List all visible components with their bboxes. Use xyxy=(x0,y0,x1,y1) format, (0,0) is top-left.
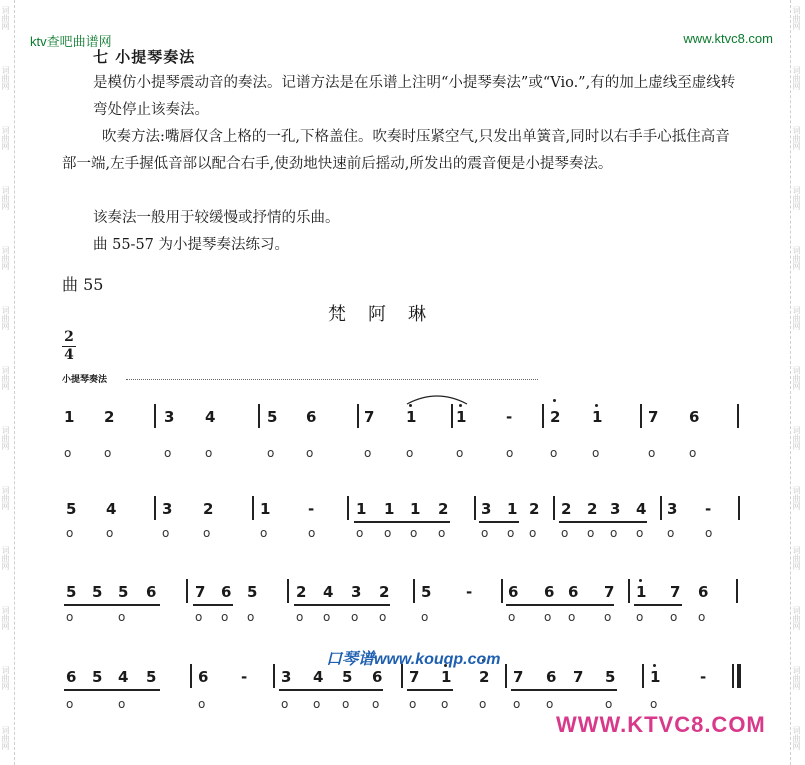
high-octave-dot xyxy=(553,399,556,402)
beam-underline xyxy=(559,521,647,523)
note: 6 xyxy=(689,408,700,426)
note: 7 xyxy=(670,583,681,601)
bar-line xyxy=(186,579,188,603)
note: 2 xyxy=(296,583,307,601)
bar-line xyxy=(501,579,503,603)
note: - xyxy=(241,668,248,686)
note: 6 xyxy=(372,668,383,686)
time-signature xyxy=(62,330,76,363)
note: 4 xyxy=(636,500,647,518)
hole-mark: o xyxy=(409,697,417,711)
note: 7 xyxy=(513,668,524,686)
note: - xyxy=(506,408,513,426)
hole-mark: o xyxy=(561,526,569,540)
hole-mark: o xyxy=(66,526,74,540)
note: - xyxy=(705,500,712,518)
bar-line xyxy=(542,404,544,428)
hole-mark: o xyxy=(650,697,658,711)
note: 1 xyxy=(410,500,421,518)
section-heading: 七 小提琴奏法 xyxy=(93,48,196,66)
bar-line xyxy=(738,496,740,520)
note: 6 xyxy=(66,668,77,686)
note: 1 xyxy=(64,408,75,426)
hole-mark: o xyxy=(481,526,489,540)
hole-mark: o xyxy=(421,610,429,624)
paragraph-text: 曲 55-57 为小提琴奏法练习。 xyxy=(93,237,290,253)
hole-mark: o xyxy=(636,610,644,624)
note: 2 xyxy=(550,408,561,426)
hole-mark: o xyxy=(66,610,74,624)
hole-mark: o xyxy=(529,526,537,540)
hole-mark: o xyxy=(610,526,618,540)
high-octave-dot xyxy=(653,664,656,667)
bar-line xyxy=(660,496,662,520)
beam-underline xyxy=(354,521,450,523)
note: 6 xyxy=(306,408,317,426)
edge-watermark-text: 词曲网 xyxy=(1,606,10,630)
note: 6 xyxy=(146,583,157,601)
hole-mark: o xyxy=(106,526,114,540)
hole-mark: o xyxy=(546,697,554,711)
edge-watermark-text: 词曲网 xyxy=(792,606,801,630)
beam-underline xyxy=(193,604,233,606)
edge-watermark-text: 词曲网 xyxy=(792,126,801,150)
bar-line xyxy=(287,579,289,603)
hole-mark: o xyxy=(342,697,350,711)
site-watermark-right: www.ktvc8.com xyxy=(683,31,773,46)
edge-watermark-text: 词曲网 xyxy=(1,366,10,390)
note: 6 xyxy=(568,583,579,601)
note: 2 xyxy=(587,500,598,518)
note: 7 xyxy=(409,668,420,686)
edge-watermark-text: 词曲网 xyxy=(792,426,801,450)
note: 6 xyxy=(546,668,557,686)
bar-line xyxy=(154,496,156,520)
beam-underline xyxy=(407,689,453,691)
note: 4 xyxy=(313,668,324,686)
hole-mark: o xyxy=(351,610,359,624)
note: 5 xyxy=(421,583,432,601)
hole-mark: o xyxy=(205,446,213,460)
hole-mark: o xyxy=(513,697,521,711)
bar-line xyxy=(474,496,476,520)
note: 6 xyxy=(508,583,519,601)
final-bar-line-thin xyxy=(732,664,734,688)
hole-mark: o xyxy=(195,610,203,624)
note: 2 xyxy=(379,583,390,601)
note: 5 xyxy=(118,583,129,601)
hole-mark: o xyxy=(506,446,514,460)
hole-mark: o xyxy=(267,446,275,460)
bar-line xyxy=(357,404,359,428)
note: 7 xyxy=(648,408,659,426)
hole-mark: o xyxy=(698,610,706,624)
edge-watermark-text: 词曲网 xyxy=(1,666,10,690)
hole-mark: o xyxy=(705,526,713,540)
hole-mark: o xyxy=(689,446,697,460)
edge-watermark-text: 词曲网 xyxy=(1,546,10,570)
note: 1 xyxy=(650,668,661,686)
note: 4 xyxy=(205,408,216,426)
bar-line xyxy=(451,404,453,428)
hole-mark: o xyxy=(587,526,595,540)
note: - xyxy=(700,668,707,686)
beam-underline xyxy=(64,604,160,606)
note: 5 xyxy=(66,583,77,601)
edge-watermark-text: 词曲网 xyxy=(1,6,10,30)
note: 5 xyxy=(342,668,353,686)
time-signature-top: 2 xyxy=(64,329,74,345)
edge-watermark-text: 词曲网 xyxy=(1,66,10,90)
edge-watermark-text: 词曲网 xyxy=(792,66,801,90)
hole-mark: o xyxy=(296,610,304,624)
hole-mark: o xyxy=(323,610,331,624)
paragraph-description xyxy=(93,70,738,124)
hole-mark: o xyxy=(648,446,656,460)
edge-watermark-text: 词曲网 xyxy=(792,546,801,570)
hole-mark: o xyxy=(604,610,612,624)
ktvc8-watermark: WWW.KTVC8.COM xyxy=(556,712,766,737)
hole-mark: o xyxy=(118,697,126,711)
hole-mark: o xyxy=(550,446,558,460)
piece-number: 曲 55 xyxy=(62,275,104,294)
note: 3 xyxy=(610,500,621,518)
hole-mark: o xyxy=(438,526,446,540)
beam-underline xyxy=(506,604,614,606)
tie-arc xyxy=(404,392,470,406)
note: 3 xyxy=(281,668,292,686)
bar-line xyxy=(252,496,254,520)
edge-watermark-text: 词曲网 xyxy=(1,486,10,510)
left-edge-watermark xyxy=(0,0,15,765)
bar-line xyxy=(413,579,415,603)
song-title: 梵阿琳 xyxy=(328,304,448,325)
hole-mark: o xyxy=(203,526,211,540)
hole-mark: o xyxy=(306,446,314,460)
beam-underline xyxy=(634,604,682,606)
note: - xyxy=(466,583,473,601)
note: 5 xyxy=(92,668,103,686)
note: 2 xyxy=(104,408,115,426)
bar-line xyxy=(553,496,555,520)
note: 2 xyxy=(203,500,214,518)
note: 1 xyxy=(592,408,603,426)
hole-mark: o xyxy=(441,697,449,711)
hole-mark: o xyxy=(313,697,321,711)
right-edge-watermark xyxy=(790,0,805,765)
note: 2 xyxy=(561,500,572,518)
beam-underline xyxy=(479,521,519,523)
bar-line xyxy=(258,404,260,428)
hole-mark: o xyxy=(356,526,364,540)
hole-mark: o xyxy=(221,610,229,624)
edge-watermark-text: 词曲网 xyxy=(1,246,10,270)
note: - xyxy=(308,500,315,518)
edge-watermark-text: 词曲网 xyxy=(1,306,10,330)
time-signature-bottom: 4 xyxy=(64,347,74,363)
hole-mark: o xyxy=(379,610,387,624)
note: 7 xyxy=(573,668,584,686)
note: 1 xyxy=(260,500,271,518)
hole-mark: o xyxy=(260,526,268,540)
paragraph-text: 吹奏方法:嘴唇仅含上格的一孔,下格盖住。吹奏时压紧空气,只发出单簧音,同时以右手手心抵住高音部一端,左手握低音部以配合右手,使劲地快速前后摇动,所发出的震音便是小提琴奏法。 xyxy=(62,129,730,172)
note: 1 xyxy=(384,500,395,518)
bar-line xyxy=(628,579,630,603)
note: 2 xyxy=(479,668,490,686)
final-bar-line-thick xyxy=(737,664,741,688)
note: 5 xyxy=(247,583,258,601)
note: 6 xyxy=(221,583,232,601)
hole-mark: o xyxy=(281,697,289,711)
hole-mark: o xyxy=(372,697,380,711)
edge-watermark-text: 词曲网 xyxy=(792,666,801,690)
hole-mark: o xyxy=(568,610,576,624)
note: 5 xyxy=(66,500,77,518)
edge-watermark-text: 词曲网 xyxy=(792,246,801,270)
site-watermark-left: ktv查吧曲谱网 xyxy=(30,34,112,49)
hole-mark: o xyxy=(508,610,516,624)
note: 4 xyxy=(106,500,117,518)
beam-underline xyxy=(279,689,383,691)
note: 1 xyxy=(507,500,518,518)
paragraph-practice xyxy=(93,232,758,259)
hole-mark: o xyxy=(406,446,414,460)
note: 1 xyxy=(441,668,452,686)
note: 3 xyxy=(164,408,175,426)
hole-mark: o xyxy=(198,697,206,711)
edge-watermark-text: 词曲网 xyxy=(1,426,10,450)
bar-line xyxy=(505,664,507,688)
note: 2 xyxy=(529,500,540,518)
hole-mark: o xyxy=(384,526,392,540)
hole-mark: o xyxy=(410,526,418,540)
note: 1 xyxy=(406,408,417,426)
bar-line xyxy=(273,664,275,688)
edge-watermark-text: 词曲网 xyxy=(792,6,801,30)
bar-line xyxy=(190,664,192,688)
note: 7 xyxy=(195,583,206,601)
hole-mark: o xyxy=(544,610,552,624)
paragraph-text: 是模仿小提琴震动音的奏法。记谱方法是在乐谱上注明“小提琴奏法”或“Vio.”,有的加上虚线至虚线转弯处停止该奏法。 xyxy=(93,75,736,118)
beam-underline xyxy=(294,604,390,606)
bar-line xyxy=(642,664,644,688)
technique-dotted-line xyxy=(126,379,538,380)
note: 4 xyxy=(118,668,129,686)
note: 3 xyxy=(667,500,678,518)
edge-watermark-text: 词曲网 xyxy=(792,186,801,210)
technique-mark: 小提琴奏法 xyxy=(62,375,108,385)
note: 3 xyxy=(481,500,492,518)
note: 6 xyxy=(698,583,709,601)
note: 1 xyxy=(456,408,467,426)
edge-watermark-text: 词曲网 xyxy=(792,306,801,330)
hole-mark: o xyxy=(64,446,72,460)
hole-mark: o xyxy=(507,526,515,540)
paragraph-text: 该奏法一般用于较缓慢或抒情的乐曲。 xyxy=(93,210,340,226)
edge-watermark-text: 词曲网 xyxy=(1,186,10,210)
note: 7 xyxy=(604,583,615,601)
edge-watermark-text: 词曲网 xyxy=(792,486,801,510)
edge-watermark-text: 词曲网 xyxy=(1,126,10,150)
bar-line xyxy=(154,404,156,428)
note: 1 xyxy=(636,583,647,601)
edge-watermark-text: 词曲网 xyxy=(1,726,10,750)
paragraph-usage xyxy=(93,205,758,232)
note: 5 xyxy=(92,583,103,601)
kouqp-watermark: 口琴谱www.kouqp.com xyxy=(326,651,501,668)
note: 1 xyxy=(356,500,367,518)
hole-mark: o xyxy=(308,526,316,540)
hole-mark: o xyxy=(456,446,464,460)
hole-mark: o xyxy=(364,446,372,460)
note: 4 xyxy=(323,583,334,601)
bar-line xyxy=(737,404,739,428)
note: 5 xyxy=(146,668,157,686)
hole-mark: o xyxy=(667,526,675,540)
beam-underline xyxy=(511,689,617,691)
note: 5 xyxy=(605,668,616,686)
note: 3 xyxy=(162,500,173,518)
note: 6 xyxy=(198,668,209,686)
hole-mark: o xyxy=(636,526,644,540)
note: 7 xyxy=(364,408,375,426)
edge-watermark-text: 词曲网 xyxy=(792,366,801,390)
note: 2 xyxy=(438,500,449,518)
note: 3 xyxy=(351,583,362,601)
hole-mark: o xyxy=(670,610,678,624)
bar-line xyxy=(347,496,349,520)
bar-line xyxy=(640,404,642,428)
high-octave-dot xyxy=(639,579,642,582)
hole-mark: o xyxy=(592,446,600,460)
hole-mark: o xyxy=(118,610,126,624)
hole-mark: o xyxy=(104,446,112,460)
paragraph-method xyxy=(62,124,740,178)
high-octave-dot xyxy=(595,404,598,407)
beam-underline xyxy=(64,689,160,691)
hole-mark: o xyxy=(66,697,74,711)
note: 5 xyxy=(267,408,278,426)
hole-mark: o xyxy=(247,610,255,624)
edge-watermark-text: 词曲网 xyxy=(792,726,801,750)
hole-mark: o xyxy=(164,446,172,460)
hole-mark: o xyxy=(605,697,613,711)
bar-line xyxy=(736,579,738,603)
hole-mark: o xyxy=(479,697,487,711)
note: 6 xyxy=(544,583,555,601)
hole-mark: o xyxy=(162,526,170,540)
